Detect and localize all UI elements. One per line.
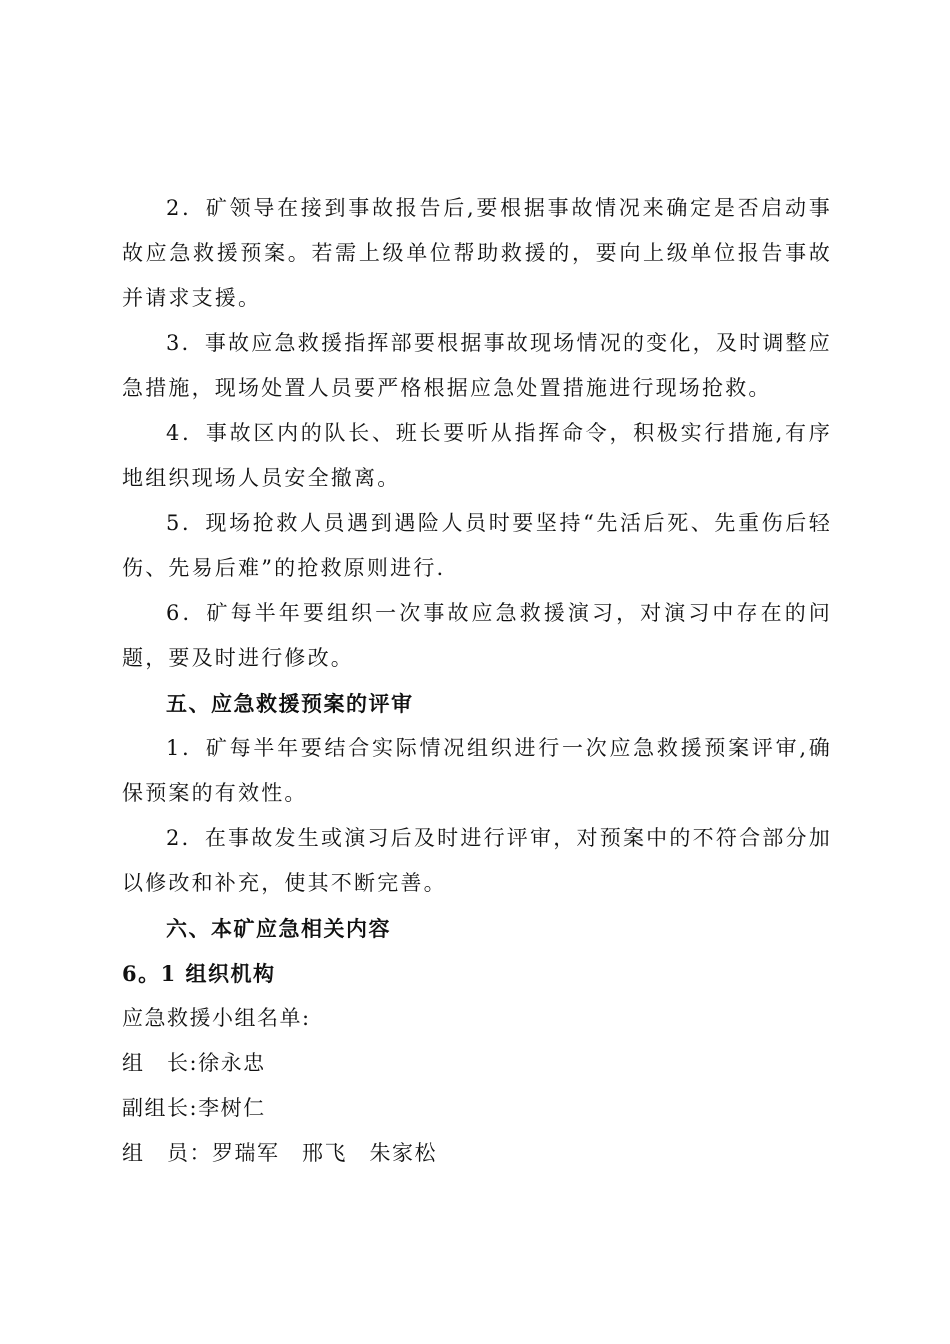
paragraph-item-4: 4．事故区内的队长、班长要听从指挥命令，积极实行措施,有序地组织现场人员安全撤离。 xyxy=(122,421,832,490)
team-leader: 组 长:徐永忠 xyxy=(122,1051,266,1075)
review-item-1: 1．矿每半年要结合实际情况组织进行一次应急救援预案评审,确保预案的有效性。 xyxy=(122,736,832,805)
team-deputy-leader: 副组长:李树仁 xyxy=(122,1096,266,1120)
paragraph-item-2: 2．矿领导在接到事故报告后,要根据事故情况来确定是否启动事故应急救援预案。若需上级单位帮助救援的，要向上级单位报告事故并请求支援。 xyxy=(122,196,832,310)
section-heading-6: 六、本矿应急相关内容 xyxy=(166,916,391,941)
paragraph-item-3: 3．事故应急救援指挥部要根据事故现场情况的变化，及时调整应急措施，现场处置人员要严格根据应急处置措施进行现场抢救。 xyxy=(122,331,832,400)
paragraph-item-6: 6．矿每半年要组织一次事故应急救援演习，对演习中存在的问题，要及时进行修改。 xyxy=(122,601,832,670)
paragraph-item-5: 5．现场抢救人员遇到遇险人员时要坚持“先活后死、先重伤后轻伤、先易后难”的抢救原则进行. xyxy=(122,511,832,580)
review-item-2: 2．在事故发生或演习后及时进行评审，对预案中的不符合部分加以修改和补充，使其不断完善。 xyxy=(122,826,832,895)
team-members: 组 员：罗瑞军 邢飞 朱家松 xyxy=(122,1141,437,1165)
document-page xyxy=(122,186,832,1176)
section-heading-5: 五、应急救援预案的评审 xyxy=(166,691,414,716)
subsection-heading-6-1: 6。1 组织机构 xyxy=(122,961,276,986)
team-list-title: 应急救援小组名单: xyxy=(122,1006,311,1030)
